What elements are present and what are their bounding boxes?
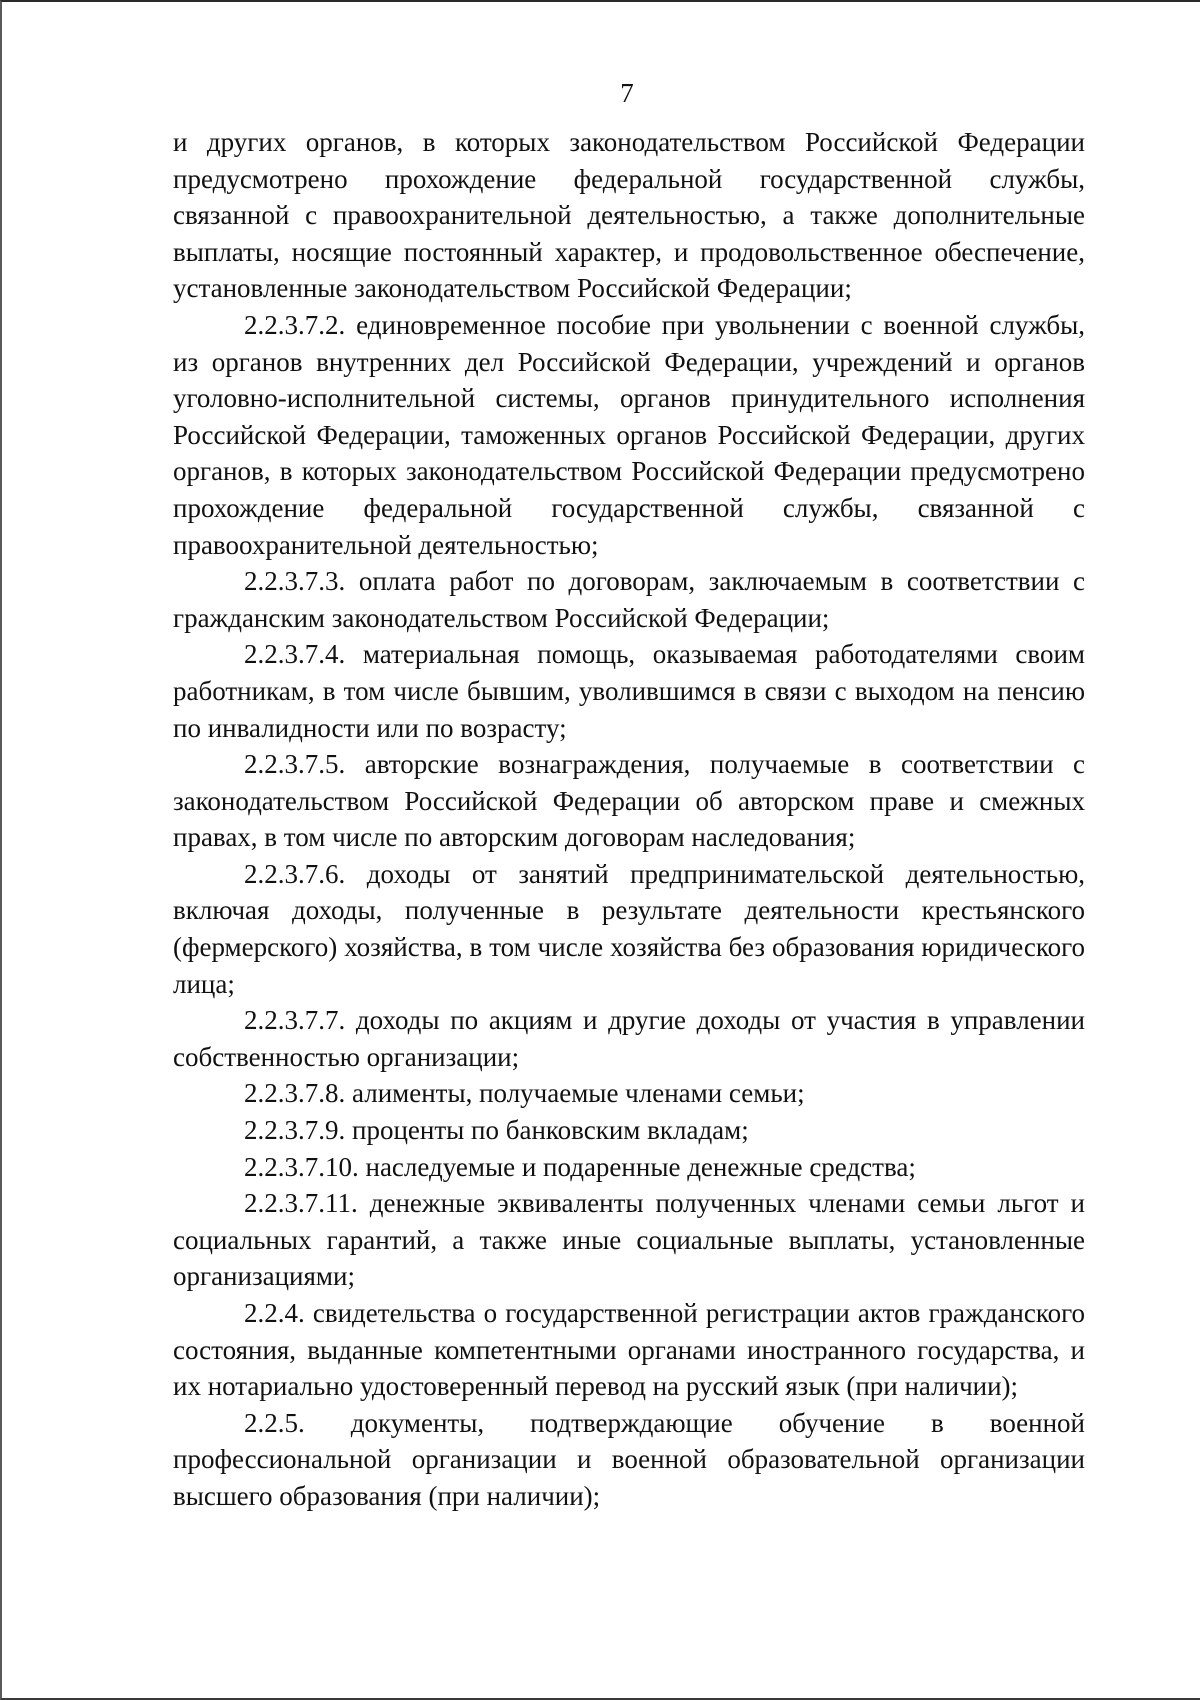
paragraph-2-2-3-7-7: 2.2.3.7.7. доходы по акциям и другие доходы от участия в управлении собственностью организации;: [173, 1005, 1085, 1072]
paragraph-continuation: и других органов, в которых законодательством Российской Федерации предусмотрено прохождение федеральной государственной службы, связанной с правоохранительной деятельностью, а также дополнительные выплаты, носящие постоянный характер, и продовольственное обеспечение, установленные законодательством Российской Федерации;: [173, 127, 1085, 304]
paragraph-2-2-3-7-5: 2.2.3.7.5. авторские вознаграждения, получаемые в соответствии с законодательством Российской Федерации об авторском праве и смежных правах, в том числе по авторским договорам наследования;: [173, 749, 1085, 853]
paragraph-2-2-3-7-11: 2.2.3.7.11. денежные эквиваленты полученных членами семьи льгот и социальных гарантий, а также иные социальные выплаты, установленные организациями;: [173, 1188, 1085, 1292]
paragraph-2-2-3-7-10: 2.2.3.7.10. наследуемые и подаренные денежные средства;: [244, 1151, 916, 1182]
paragraph-2-2-3-7-8: 2.2.3.7.8. алименты, получаемые членами семьи;: [244, 1078, 805, 1109]
page-number: 7: [620, 78, 634, 108]
paragraph-2-2-3-7-4: 2.2.3.7.4. материальная помощь, оказываемая работодателями своим работникам, в том числе бывшим, уволившимся в связи с выходом на пенсию по инвалидности или по возрасту;: [173, 639, 1085, 743]
paragraph-2-2-3-7-2: 2.2.3.7.2. единовременное пособие при увольнении с военной службы, из органов внутренних дел Российской Федерации, учреждений и органов уголовно-исполнительной системы, органов принудительного исполнения Российской Федерации, таможенных органов Российской Федерации, других органов, в которых законодательством Российской Федерации предусмотрено прохождение федеральной государственной службы, связанной с правоохранительной деятельностью;: [173, 309, 1085, 560]
document-body: [173, 124, 1085, 1515]
paragraph-2-2-5: 2.2.5. документы, подтверждающие обучение в военной профессиональной организации и военной образовательной организации высшего образования (при наличии);: [173, 1407, 1085, 1511]
paragraph-2-2-3-7-3: 2.2.3.7.3. оплата работ по договорам, заключаемым в соответствии с гражданским законодательством Российской Федерации;: [173, 566, 1085, 633]
paragraph-2-2-3-7-6: 2.2.3.7.6. доходы от занятий предпринимательской деятельностью, включая доходы, полученные в результате деятельности крестьянского (фермерского) хозяйства, в том числе хозяйства без образования юридического лица;: [173, 858, 1085, 999]
paragraph-2-2-3-7-9: 2.2.3.7.9. проценты по банковским вкладам;: [244, 1115, 749, 1146]
paragraph-2-2-4: 2.2.4. свидетельства о государственной регистрации актов гражданского состояния, выданные компетентными органами иностранного государства, и их нотариально удостоверенный перевод на русский язык (при наличии);: [173, 1298, 1085, 1402]
